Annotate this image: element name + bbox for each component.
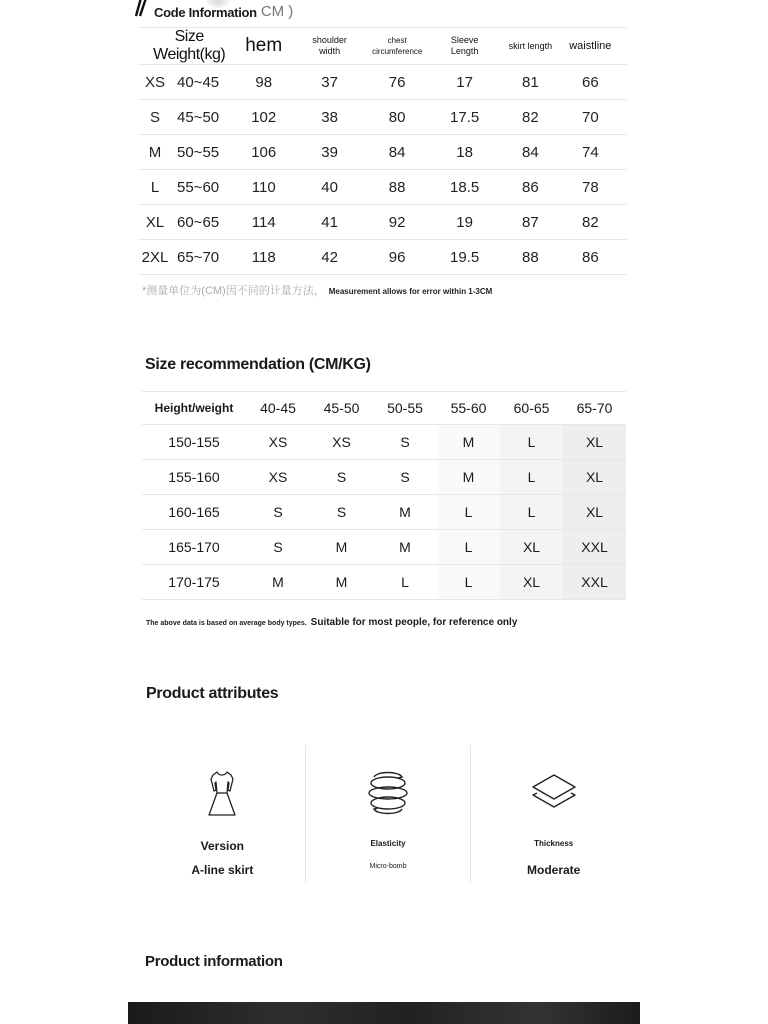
- recommendation-row: [142, 495, 626, 530]
- recommended-size-cell: XL: [500, 565, 563, 600]
- measurement-note-en: Measurement allows for error within 1-3CM: [328, 287, 493, 296]
- shoulder-cell: 39: [287, 135, 372, 170]
- layers-icon: [529, 769, 579, 818]
- recommendation-row: [142, 530, 626, 565]
- recommendation-row: [142, 425, 626, 460]
- chest-cell: 76: [372, 65, 422, 100]
- sleeve-cell: 19: [422, 205, 507, 240]
- recommended-size-cell: S: [310, 460, 373, 495]
- waist-cell: 70: [554, 100, 627, 135]
- hem-cell: 110: [240, 170, 287, 205]
- skirt-cell: 88: [507, 240, 554, 275]
- attribute-version: [140, 745, 305, 883]
- recommended-size-cell: XS: [246, 425, 310, 460]
- recommended-size-cell: XS: [310, 425, 373, 460]
- hem-cell: 102: [240, 100, 287, 135]
- measurement-note: [142, 282, 492, 298]
- measurement-note-cn: *测量单位为(CM)因不同的计量方法，: [142, 285, 325, 297]
- recommended-size-cell: L: [437, 495, 500, 530]
- attribute-thickness: [470, 745, 636, 883]
- weight-column-header: 55-60: [437, 392, 500, 425]
- recommended-size-cell: M: [246, 565, 310, 600]
- header-hem: hem: [240, 28, 287, 65]
- footnote-reference: Suitable for most people, for reference only: [310, 617, 518, 628]
- size-weight-cell: [138, 135, 240, 170]
- attribute-value: Micro-bomb: [369, 863, 407, 870]
- elasticity-icon: [365, 769, 411, 822]
- product-attributes: [140, 745, 636, 883]
- skirt-cell: 84: [507, 135, 554, 170]
- sleeve-cell: 19.5: [422, 240, 507, 275]
- size-row: [138, 205, 627, 240]
- weight-column-header: 50-55: [373, 392, 437, 425]
- shoulder-cell: 41: [287, 205, 372, 240]
- size-label: M: [148, 143, 162, 161]
- recommended-size-cell: XXL: [563, 565, 626, 600]
- size-chart-table: [138, 27, 627, 275]
- recommended-size-cell: M: [373, 495, 437, 530]
- size-weight-cell: [138, 170, 240, 205]
- skirt-cell: 87: [507, 205, 554, 240]
- attribute-value: A-line skirt: [191, 863, 254, 877]
- dress-icon: [205, 769, 239, 824]
- chest-cell: 80: [372, 100, 422, 135]
- sleeve-cell: 17: [422, 65, 507, 100]
- header-chest: chest circumference: [372, 28, 422, 65]
- recommendation-row: [142, 565, 626, 600]
- hem-cell: 106: [240, 135, 287, 170]
- code-information-header: [140, 0, 293, 20]
- size-label: L: [150, 178, 160, 196]
- waist-cell: 82: [554, 205, 627, 240]
- height-range: 155-160: [142, 460, 246, 495]
- recommended-size-cell: M: [310, 565, 373, 600]
- recommended-size-cell: XL: [563, 495, 626, 530]
- weight-column-header: 65-70: [563, 392, 626, 425]
- size-weight-cell: [138, 240, 240, 275]
- size-label: XL: [145, 213, 165, 231]
- skirt-cell: 81: [507, 65, 554, 100]
- waist-cell: 86: [554, 240, 627, 275]
- waist-cell: 66: [554, 65, 627, 100]
- size-chart-header-row: [138, 28, 627, 65]
- recommended-size-cell: XXL: [563, 530, 626, 565]
- weight-range: 50~55: [177, 143, 220, 161]
- recommended-size-cell: XL: [563, 425, 626, 460]
- recommended-size-cell: M: [373, 530, 437, 565]
- size-row: [138, 100, 627, 135]
- shoulder-cell: 37: [287, 65, 372, 100]
- recommended-size-cell: XS: [246, 460, 310, 495]
- sleeve-cell: 18: [422, 135, 507, 170]
- shoulder-cell: 40: [287, 170, 372, 205]
- hem-cell: 98: [240, 65, 287, 100]
- recommended-size-cell: L: [500, 425, 563, 460]
- unit-label: CM ): [260, 3, 294, 20]
- weight-range: 40~45: [177, 73, 220, 91]
- recommended-size-cell: L: [437, 565, 500, 600]
- size-weight-cell: [138, 205, 240, 240]
- weight-column-header: 40-45: [246, 392, 310, 425]
- product-attributes-title: Product attributes: [146, 685, 279, 702]
- waist-cell: 78: [554, 170, 627, 205]
- size-weight-cell: [138, 100, 240, 135]
- recommended-size-cell: L: [437, 530, 500, 565]
- weight-column-header: 60-65: [500, 392, 563, 425]
- attribute-label: Elasticity: [370, 839, 406, 848]
- size-row: [138, 170, 627, 205]
- header-size-weight: Size Weight(kg): [138, 28, 240, 65]
- recommended-size-cell: S: [246, 530, 310, 565]
- recommended-size-cell: XL: [500, 530, 563, 565]
- recommendation-footnote: [146, 612, 517, 630]
- hem-cell: 114: [240, 205, 287, 240]
- product-information-title: Product information: [145, 953, 283, 970]
- chest-cell: 84: [372, 135, 422, 170]
- code-information-label: Code Information: [154, 5, 257, 20]
- attribute-elasticity: [305, 745, 471, 883]
- chest-cell: 92: [372, 205, 422, 240]
- recommended-size-cell: S: [310, 495, 373, 530]
- size-label: XS: [144, 73, 165, 91]
- weight-range: 60~65: [177, 213, 220, 231]
- size-recommendation-title: Size recommendation (CM/KG): [145, 356, 371, 373]
- recommended-size-cell: L: [500, 460, 563, 495]
- weight-range: 65~70: [177, 248, 220, 266]
- header-sleeve: Sleeve Length: [422, 28, 507, 65]
- header-shoulder: shoulder width: [287, 28, 372, 65]
- weight-column-header: 45-50: [310, 392, 373, 425]
- product-photo: [128, 1002, 640, 1024]
- chest-cell: 96: [372, 240, 422, 275]
- skirt-cell: 86: [507, 170, 554, 205]
- sleeve-cell: 17.5: [422, 100, 507, 135]
- waist-cell: 74: [554, 135, 627, 170]
- recommended-size-cell: M: [310, 530, 373, 565]
- sleeve-cell: 18.5: [422, 170, 507, 205]
- recommendation-header-row: [142, 392, 626, 425]
- attribute-label: Version: [200, 839, 245, 853]
- footnote-average: The above data is based on average body types.: [146, 620, 307, 627]
- size-recommendation-table: [142, 391, 626, 600]
- recommended-size-cell: L: [373, 565, 437, 600]
- header-skirt: skirt length: [507, 28, 554, 65]
- shoulder-cell: 38: [287, 100, 372, 135]
- size-label: S: [149, 108, 160, 126]
- hem-cell: 118: [240, 240, 287, 275]
- size-label: 2XL: [141, 248, 169, 266]
- size-weight-cell: [138, 65, 240, 100]
- header-logo-icon: [132, 0, 154, 20]
- chest-cell: 88: [372, 170, 422, 205]
- weight-range: 55~60: [177, 178, 220, 196]
- height-range: 170-175: [142, 565, 246, 600]
- header-waistline: waistline: [554, 28, 627, 65]
- size-row: [138, 240, 627, 275]
- recommendation-row: [142, 460, 626, 495]
- size-row: [138, 135, 627, 170]
- skirt-cell: 82: [507, 100, 554, 135]
- recommended-size-cell: S: [373, 460, 437, 495]
- recommended-size-cell: L: [500, 495, 563, 530]
- height-range: 160-165: [142, 495, 246, 530]
- header-height-weight: Height/weight: [142, 392, 246, 425]
- recommended-size-cell: M: [437, 460, 500, 495]
- shoulder-cell: 42: [287, 240, 372, 275]
- attribute-value: Moderate: [527, 863, 581, 877]
- recommended-size-cell: XL: [563, 460, 626, 495]
- height-range: 150-155: [142, 425, 246, 460]
- height-range: 165-170: [142, 530, 246, 565]
- size-row: [138, 65, 627, 100]
- attribute-label: Thickness: [534, 839, 574, 848]
- weight-range: 45~50: [177, 108, 220, 126]
- recommended-size-cell: S: [246, 495, 310, 530]
- recommended-size-cell: S: [373, 425, 437, 460]
- recommended-size-cell: M: [437, 425, 500, 460]
